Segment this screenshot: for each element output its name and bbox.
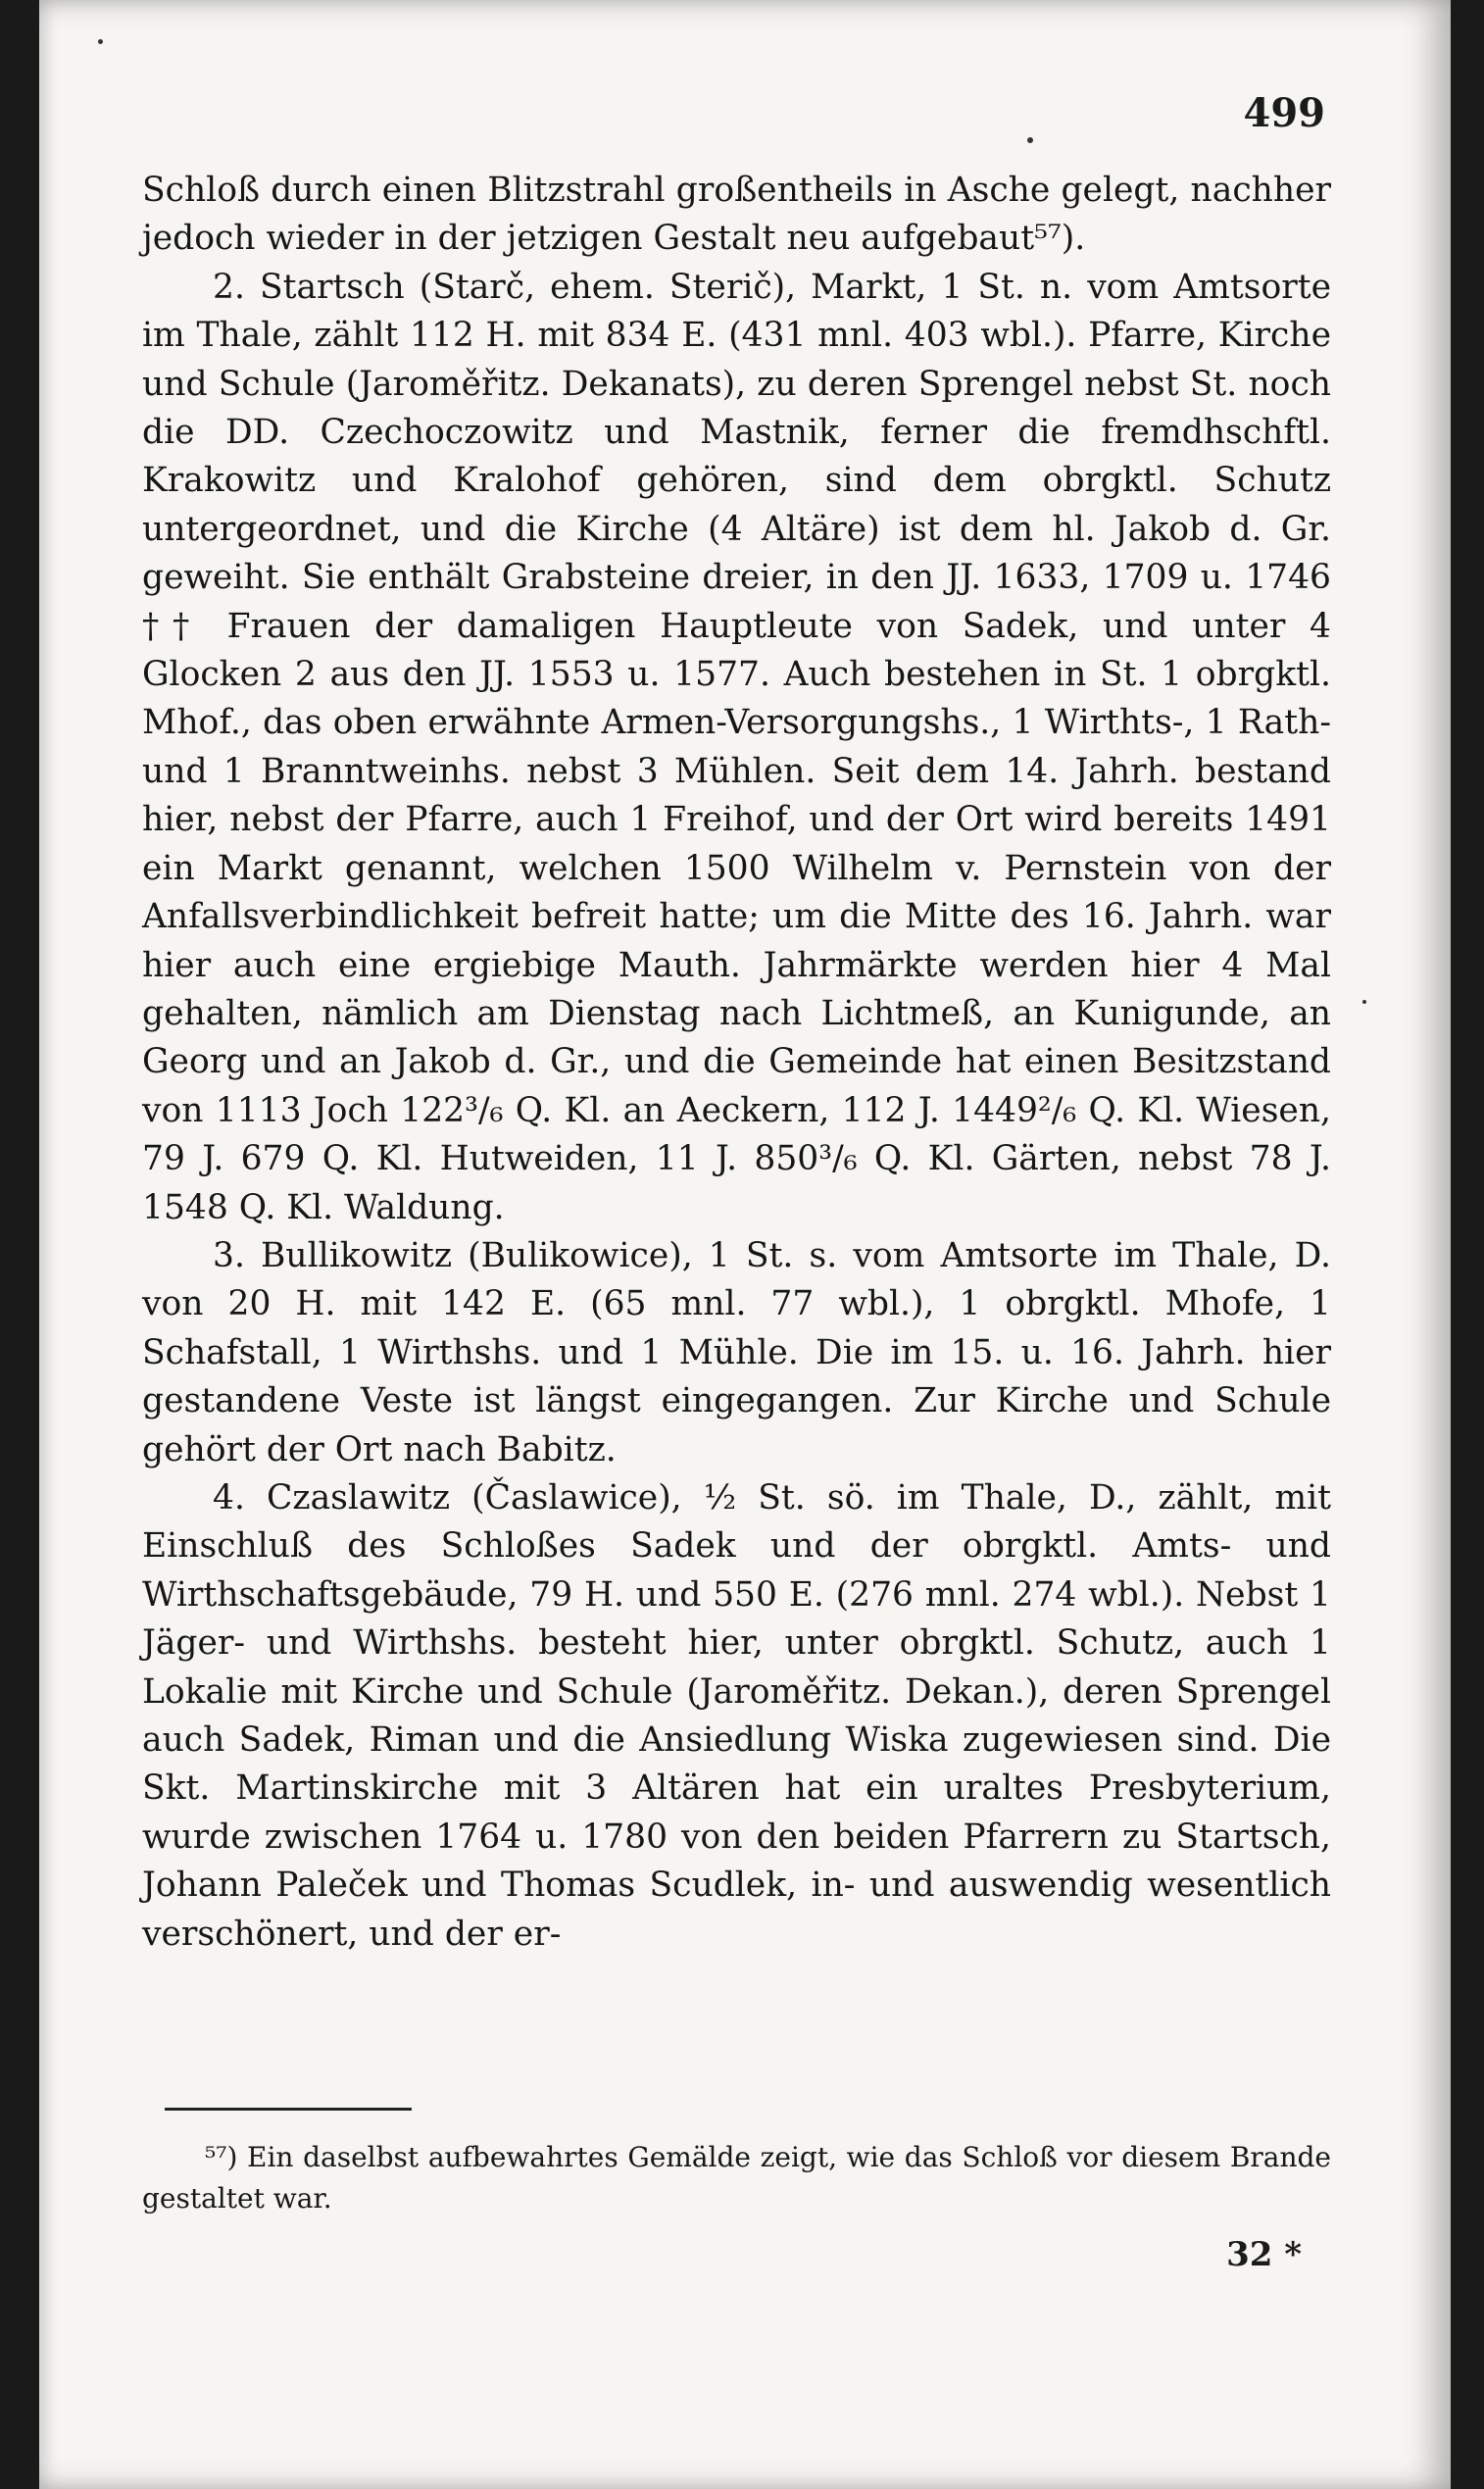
footnote-57: ⁵⁷) Ein daselbst aufbewahrtes Gemälde zeigt, wie das Schloß vor diesem Brande gestaltet war. — [142, 2141, 1331, 2215]
book-page — [39, 0, 1451, 2489]
paragraph-bullikowitz: 3. Bullikowitz (Bulikowice), 1 St. s. vom Amtsorte im Thale, D. von 20 H. mit 142 E. (65 mnl. 77 wbl.), 1 obrgktl. Mhofe, 1 Schafstall, 1 Wirthshs. und 1 Mühle. Die im 15. u. 16. Jahrh. hier gestandene Veste ist längst eingegangen. Zur Kirche und Schule gehört der Ort nach Babitz. — [142, 1235, 1331, 1469]
scan-speck — [1027, 137, 1033, 143]
paragraph-czaslawitz: 4. Czaslawitz (Časlawice), ½ St. sö. im Thale, D., zählt, mit Einschluß des Schloßes Sadek und der obrgktl. Amts- und Wirthschaftsgebäude, 79 H. und 550 E. (276 mnl. 274 wbl.). Nebst 1 Jäger- und Wirthshs. besteht hier, unter obrgktl. Schutz, auch 1 Lokalie mit Kirche und Schule (Jaroměřitz. Dekan.), deren Sprengel auch Sadek, Riman und die Ansiedlung Wiska zugewiesen sind. Die Skt. Martinskirche mit 3 Altären hat ein uraltes Presbyterium, wurde zwischen 1764 u. 1780 von den beiden Pfarrern zu Startsch, Johann Paleček und Thomas Scudlek, in- und auswendig wesentlich verschönert, und der er- — [142, 1477, 1331, 1954]
page-number: 499 — [1243, 90, 1325, 136]
main-text — [142, 167, 1331, 1959]
scan-speck — [98, 39, 103, 44]
scan-speck — [1362, 1000, 1366, 1004]
paragraph-continuation: Schloß durch einen Blitzstrahl großentheils in Asche gelegt, nachher jedoch wieder in der jetzigen Gestalt neu aufgebaut⁵⁷). — [142, 171, 1331, 259]
printer-signature-mark: 32 * — [1226, 2235, 1302, 2274]
footnote-divider — [165, 2108, 412, 2111]
paragraph-startsch: 2. Startsch (Starč, ehem. Sterič), Markt, 1 St. n. vom Amtsorte im Thale, zählt 112 H. mit 834 E. (431 mnl. 403 wbl.). Pfarre, Kirche und Schule (Jaroměřitz. Dekanats), zu deren Sprengel nebst St. noch die DD. Czechoczowitz und Mastnik, ferner die fremdhschftl. Krakowitz und Kralohof gehören, sind dem obrgktl. Schutz untergeordnet, und die Kirche (4 Altäre) ist dem hl. Jakob d. Gr. geweiht. Sie enthält Grabsteine dreier, in den JJ. 1633, 1709 u. 1746 †† Frauen der damaligen Hauptleute von Sadek, und unter 4 Glocken 2 aus den JJ. 1553 u. 1577. Auch bestehen in St. 1 obrgktl. Mhof., das oben erwähnte Armen-Versorgungshs., 1 Wirthts-, 1 Rath- und 1 Branntweinhs. nebst 3 Mühlen. Seit dem 14. Jahrh. bestand hier, nebst der Pfarre, auch 1 Freihof, und der Ort wird bereits 1491 ein Markt genannt, welchen 1500 Wilhelm v. Pernstein von der Anfallsverbindlichkeit befreit hatte; um die Mitte des 16. Jahrh. war hier auch eine ergiebige Mauth. Jahrmärkte werden hier 4 Mal gehalten, nämlich am Dienstag nach Lichtmeß, an Kunigunde, an Georg und an Jakob d. Gr., und die Gemeinde hat einen Besitzstand von 1113 Joch 122³/₆ Q. Kl. an Aeckern, 112 J. 1449²/₆ Q. Kl. Wiesen, 79 J. 679 Q. Kl. Hutweiden, 11 J. 850³/₆ Q. Kl. Gärten, nebst 78 J. 1548 Q. Kl. Waldung. — [142, 267, 1331, 1227]
